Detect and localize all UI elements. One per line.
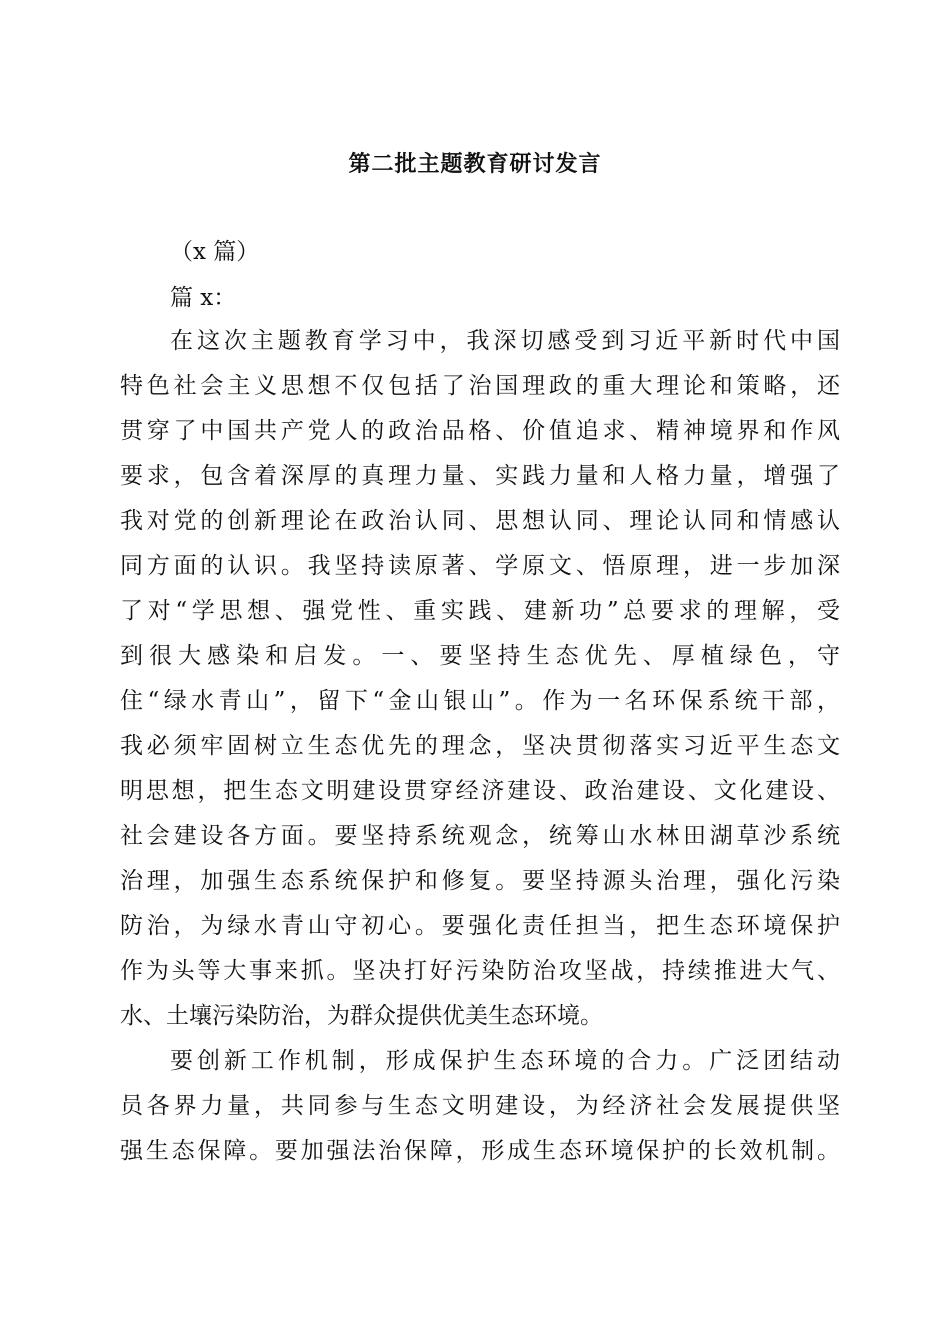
paragraph-line: 住“绿水青山”，留下“金山银山”。作为一名环保系统干部， xyxy=(120,688,840,714)
paragraph-line: 员各界力量，共同参与生态文明建设，为经济社会发展提供坚 xyxy=(120,1093,840,1119)
section-label: 篇 x： xyxy=(170,285,237,311)
paragraph-line: 要创新工作机制，形成保护生态环境的合力。广泛团结动 xyxy=(170,1048,840,1074)
subtitle: （x 篇） xyxy=(170,239,260,265)
paragraph-line: 强生态保障。要加强法治保障，形成生态环境保护的长效机制。 xyxy=(120,1138,840,1164)
document-title: 第二批主题教育研讨发言 xyxy=(348,151,602,177)
paragraph-line: 社会建设各方面。要坚持系统观念，统筹山水林田湖草沙系统 xyxy=(120,823,840,849)
paragraph-line: 到很大感染和启发。一、要坚持生态优先、厚植绿色，守 xyxy=(120,643,840,669)
paragraph-line: 水、土壤污染防治，为群众提供优美生态环境。 xyxy=(120,1003,603,1029)
paragraph-line: 要求，包含着深厚的真理力量、实践力量和人格力量，增强了 xyxy=(120,463,840,489)
paragraph-line: 特色社会主义思想不仅包括了治国理政的重大理论和策略，还 xyxy=(120,373,840,399)
paragraph-line: 在这次主题教育学习中，我深切感受到习近平新时代中国 xyxy=(170,328,840,354)
paragraph-line: 防治，为绿水青山守初心。要强化责任担当，把生态环境保护 xyxy=(120,913,840,939)
paragraph-line: 治理，加强生态系统保护和修复。要坚持源头治理，强化污染 xyxy=(120,868,840,894)
paragraph-line: 作为头等大事来抓。坚决打好污染防治攻坚战，持续推进大气、 xyxy=(120,958,840,984)
paragraph-line: 我必须牢固树立生态优先的理念，坚决贯彻落实习近平生态文 xyxy=(120,733,840,759)
paragraph-line: 我对党的创新理论在政治认同、思想认同、理论认同和情感认 xyxy=(120,508,840,534)
paragraph-line: 了对“学思想、强党性、重实践、建新功”总要求的理解，受 xyxy=(120,598,840,624)
paragraph-line: 贯穿了中国共产党人的政治品格、价值追求、精神境界和作风 xyxy=(120,418,840,444)
paragraph-line: 明思想，把生态文明建设贯穿经济建设、政治建设、文化建设、 xyxy=(120,778,840,804)
paragraph-line: 同方面的认识。我坚持读原著、学原文、悟原理，进一步加深 xyxy=(120,553,840,579)
